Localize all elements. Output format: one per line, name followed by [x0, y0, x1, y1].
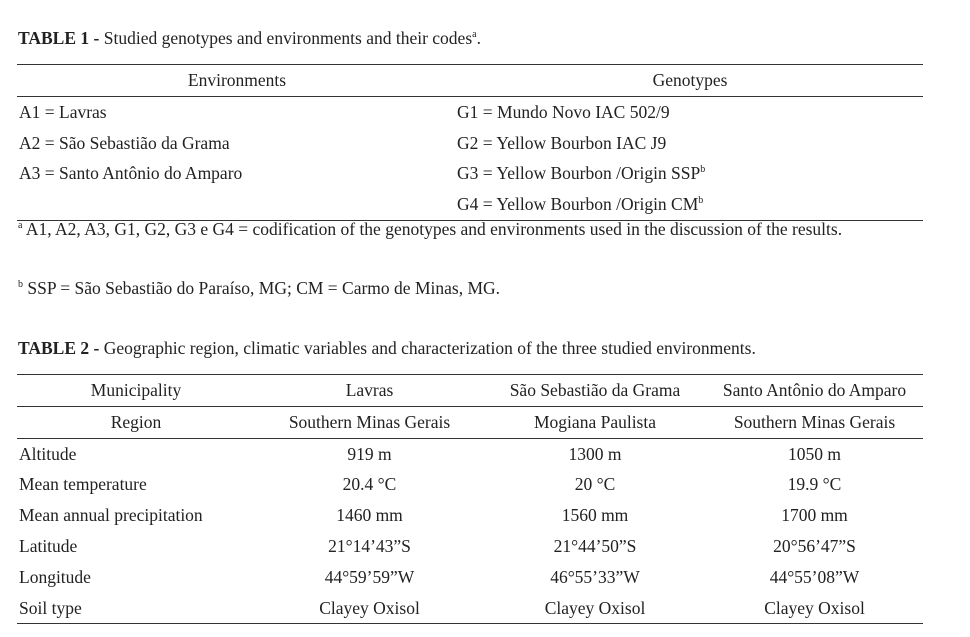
table2-region-row [17, 406, 923, 438]
table1-footnote-a [18, 218, 924, 241]
row-label: Longitude [19, 566, 91, 587]
environment-cell: A2 = São Sebastião da Grama [19, 132, 230, 153]
value-cell: 919 m [347, 443, 392, 464]
genotype-cell [455, 158, 923, 189]
table-row [17, 562, 923, 593]
value-cell: 44°59’59”W [324, 566, 415, 587]
value-cell: 1460 mm [336, 505, 403, 526]
region-cell: Mogiana Paulista [534, 411, 656, 432]
region-label: Region [110, 411, 162, 432]
table-row [17, 96, 923, 127]
table1-caption-end: . [476, 28, 481, 48]
genotype-cell [455, 189, 923, 220]
table-row [17, 438, 923, 469]
value-cell: 1300 m [568, 443, 622, 464]
value-cell: Clayey Oxisol [319, 597, 420, 618]
row-label: Altitude [19, 443, 77, 464]
table1-footnote-b [18, 277, 924, 300]
value-cell: 20 °C [574, 474, 616, 495]
table1-caption-sup: a [472, 29, 477, 41]
genotype-text: G1 = Mundo Novo IAC 502/9 [457, 101, 670, 122]
value-cell: Clayey Oxisol [764, 597, 865, 618]
genotype-text: G4 = Yellow Bourbon /Origin CM [457, 194, 699, 215]
footnote-b-text: SSP = São Sebastião do Paraíso, MG; CM = Carmo de Minas, MG. [23, 278, 501, 298]
genotype-text: G3 = Yellow Bourbon /Origin SSP [457, 163, 701, 184]
table-row [17, 593, 923, 624]
row-label: Mean annual precipitation [19, 505, 203, 526]
table2-label: TABLE 2 - [18, 338, 100, 358]
table1 [17, 64, 923, 221]
genotype-sup: b [700, 164, 706, 176]
environment-cell: A3 = Santo Antônio do Amparo [19, 163, 243, 184]
value-cell: 1050 m [788, 443, 841, 464]
table2-header-row [17, 375, 923, 407]
region-cell: Southern Minas Gerais [288, 411, 451, 432]
table1-caption-text: Studied genotypes and environments and their codes [99, 28, 473, 48]
genotype-text: G2 = Yellow Bourbon IAC J9 [457, 132, 667, 153]
table1-header-environments: Environments [187, 70, 287, 90]
footnote-a-sup: a [18, 220, 23, 232]
value-cell: 21°14’43”S [328, 535, 411, 556]
table-row [17, 189, 923, 220]
row-label: Latitude [19, 535, 78, 556]
value-cell: 19.9 °C [787, 474, 842, 495]
table2-header-municipality: Municipality [90, 380, 182, 400]
value-cell: 1700 mm [781, 505, 848, 526]
table2-caption [18, 337, 756, 359]
table2-header-lavras: Lavras [345, 380, 394, 400]
genotype-sup: b [698, 195, 704, 207]
footnote-a-text: A1, A2, A3, G1, G2, G3 e G4 = codification of the genotypes and environments used in the discussion of the results. [22, 219, 843, 239]
footnote-b-sup: b [18, 279, 23, 291]
row-label: Soil type [19, 597, 82, 618]
genotype-cell [455, 128, 923, 159]
table1-caption [18, 27, 481, 49]
genotype-cell [455, 96, 923, 127]
table2-header-santo-antonio: Santo Antônio do Amparo [722, 380, 907, 400]
table-row [17, 469, 923, 500]
value-cell: Clayey Oxisol [544, 597, 646, 618]
value-cell: 44°55’08”W [769, 566, 860, 587]
value-cell: 20°56’47”S [773, 535, 856, 556]
table-row [17, 500, 923, 531]
row-label: Mean temperature [19, 474, 147, 495]
value-cell: 46°55’33”W [550, 566, 640, 587]
table2 [17, 374, 923, 624]
value-cell: 1560 mm [561, 505, 629, 526]
table2-header-sao-sebastiao: São Sebastião da Grama [509, 380, 681, 400]
value-cell: 21°44’50”S [553, 535, 637, 556]
environment-cell [17, 189, 455, 220]
table1-header-genotypes: Genotypes [652, 70, 728, 90]
table-row [17, 531, 923, 562]
table1-header-row [17, 65, 923, 97]
table1-label: TABLE 1 - [18, 28, 100, 48]
table-row [17, 128, 923, 159]
environment-cell: A1 = Lavras [19, 101, 107, 122]
table2-caption-text: Geographic region, climatic variables and characterization of the three studied environments. [99, 338, 756, 358]
region-cell: Southern Minas Gerais [733, 411, 896, 432]
table-row [17, 158, 923, 189]
value-cell: 20.4 °C [342, 474, 397, 495]
